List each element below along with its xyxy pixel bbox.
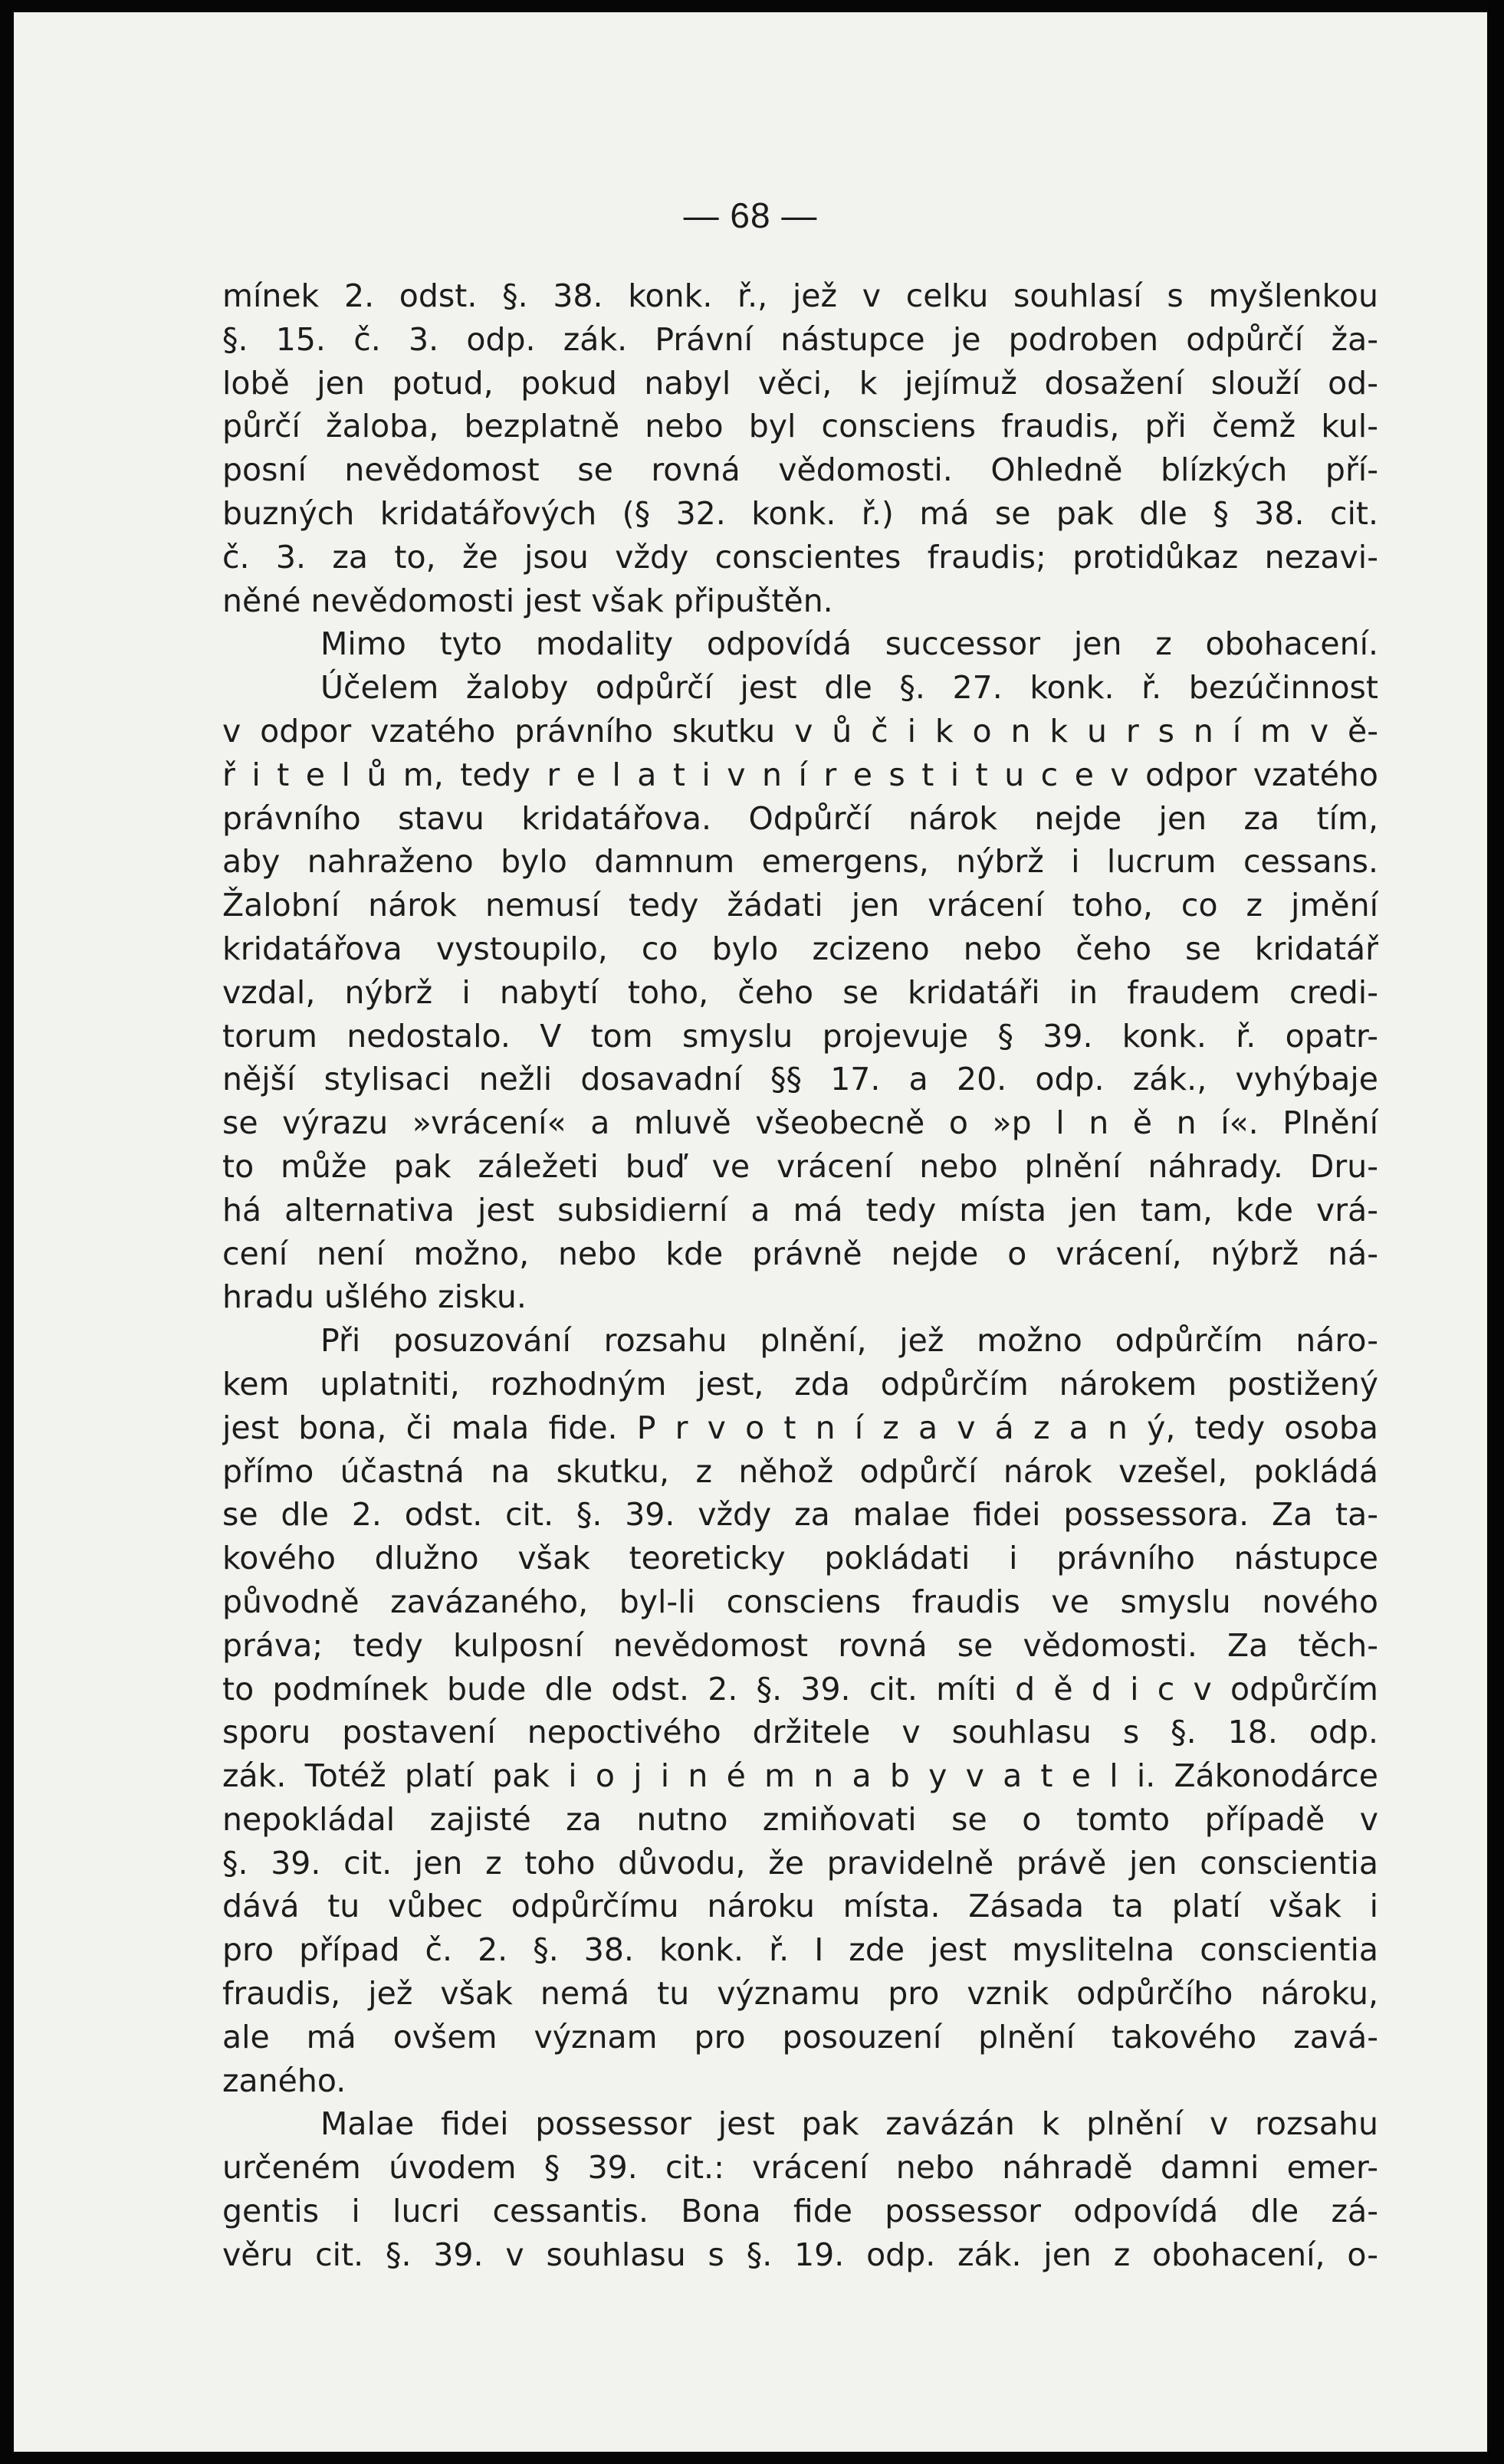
text-line: fraudis, jež však nemá tu významu pro vznik odpůrčího nároku, <box>222 1975 1378 2013</box>
text-line: buzných kridatářových (§ 32. konk. ř.) má se pak dle § 38. cit. <box>222 494 1378 532</box>
text-line: aby nahraženo bylo damnum emergens, nýbrž i lucrum cessans. <box>222 843 1378 881</box>
text-line: Účelem žaloby odpůrčí jest dle §. 27. konk. ř. bezúčinnost <box>320 669 1378 707</box>
text-line: se výrazu »vrácení« a mluvě všeobecně o »p l n ě n í«. Plnění <box>222 1104 1378 1142</box>
text-line: kem uplatniti, rozhodným jest, zda odpůrčím nárokem postižený <box>222 1365 1378 1403</box>
text-line: v odpor vzatého právního skutku v ů č i k o n k u r s n í m v ě- <box>222 712 1378 750</box>
text-line: původně zavázaného, byl-li consciens fraudis ve smyslu nového <box>222 1583 1378 1620</box>
text-line: mínek 2. odst. §. 38. konk. ř., jež v celku souhlasí s myšlenkou <box>222 277 1378 314</box>
text-line: Mimo tyto modality odpovídá successor jen z obohacení. <box>320 625 1378 663</box>
text-line: pro případ č. 2. §. 38. konk. ř. I zde jest myslitelna conscientia <box>222 1931 1378 1969</box>
text-line: se dle 2. odst. cit. §. 39. vždy za malae fidei possessora. Za ta- <box>222 1496 1378 1534</box>
text-line: zák. Totéž platí pak i o j i n é m n a b y v a t e l i. Zákonodárce <box>222 1757 1378 1795</box>
body-text <box>222 274 1378 2277</box>
text-line: určeném úvodem § 39. cit.: vrácení nebo náhradě damni emer- <box>222 2149 1378 2187</box>
page-number: — 68 — <box>683 195 818 235</box>
text-line: Žalobní nárok nemusí tedy žádati jen vrácení toho, co z jmění <box>222 887 1378 924</box>
text-line: věru cit. §. 39. v souhlasu s §. 19. odp. zák. jen z obohacení, o- <box>222 2236 1378 2273</box>
text-line: to podmínek bude dle odst. 2. §. 39. cit. míti d ě d i c v odpůrčím <box>222 1670 1378 1708</box>
text-line: sporu postavení nepoctivého držitele v souhlasu s §. 18. odp. <box>222 1714 1378 1751</box>
text-line: č. 3. za to, že jsou vždy conscientes fraudis; protidůkaz nezavi- <box>222 538 1378 576</box>
text-line: zaného. <box>222 2062 346 2099</box>
scan-border <box>1487 0 1504 2464</box>
text-line: Při posuzování rozsahu plnění, jež možno odpůrčím náro- <box>320 1322 1378 1360</box>
text-line: Malae fidei possessor jest pak zavázán k plnění v rozsahu <box>320 2105 1378 2143</box>
text-line: ř i t e l ů m, tedy r e l a t i v n í r e s t i t u c e v odpor vzatého <box>222 756 1378 793</box>
text-line: půrčí žaloba, bezplatně nebo byl consciens fraudis, při čemž kul- <box>222 408 1378 445</box>
text-line: kridatářova vystoupilo, co bylo zcizeno nebo čeho se kridatář <box>222 930 1378 967</box>
text-line: nější stylisaci nežli dosavadní §§ 17. a 20. odp. zák., vyhýbaje <box>222 1061 1378 1098</box>
text-line: dává tu vůbec odpůrčímu nároku místa. Zásada ta platí však i <box>222 1888 1378 1925</box>
text-line: jest bona, či mala fide. P r v o t n í z a v á z a n ý, tedy osoba <box>222 1409 1378 1446</box>
text-line: cení není možno, nebo kde právně nejde o vrácení, nýbrž ná- <box>222 1235 1378 1272</box>
text-line: právního stavu kridatářova. Odpůrčí nárok nejde jen za tím, <box>222 799 1378 837</box>
text-line: kového dlužno však teoreticky pokládati i právního nástupce <box>222 1540 1378 1577</box>
text-line: hradu ušlého zisku. <box>222 1278 527 1316</box>
text-line: posní nevědomost se rovná vědomosti. Ohledně blízkých pří- <box>222 451 1378 489</box>
text-line: §. 39. cit. jen z toho důvodu, že pravidelně právě jen conscientia <box>222 1844 1378 1882</box>
text-line: torum nedostalo. V tom smyslu projevuje § 39. konk. ř. opatr- <box>222 1017 1378 1055</box>
text-line: §. 15. č. 3. odp. zák. Právní nástupce je podroben odpůrčí ža- <box>222 320 1378 358</box>
text-line: přímo účastná na skutku, z něhož odpůrčí nárok vzešel, pokládá <box>222 1452 1378 1490</box>
text-line: práva; tedy kulposní nevědomost rovná se vědomosti. Za těch- <box>222 1626 1378 1664</box>
text-line: ale má ovšem význam pro posouzení plnění takového zavá- <box>222 2018 1378 2056</box>
text-line: to může pak záležeti buď ve vrácení nebo plnění náhrady. Dru- <box>222 1147 1378 1185</box>
text-line: nepokládal zajisté za nutno zmiňovati se o tomto případě v <box>222 1800 1378 1838</box>
text-line: gentis i lucri cessantis. Bona fide possessor odpovídá dle zá- <box>222 2193 1378 2230</box>
text-line: vzdal, nýbrž i nabytí toho, čeho se kridatáři in fraudem credi- <box>222 973 1378 1011</box>
text-line: něné nevědomosti jest však připuštěn. <box>222 582 833 619</box>
text-line: lobě jen potud, pokud nabyl věci, k jejímuž dosažení slouží od- <box>222 364 1378 402</box>
book-page <box>14 12 1487 2452</box>
text-line: há alternativa jest subsidierní a má tedy místa jen tam, kde vrá- <box>222 1191 1378 1229</box>
